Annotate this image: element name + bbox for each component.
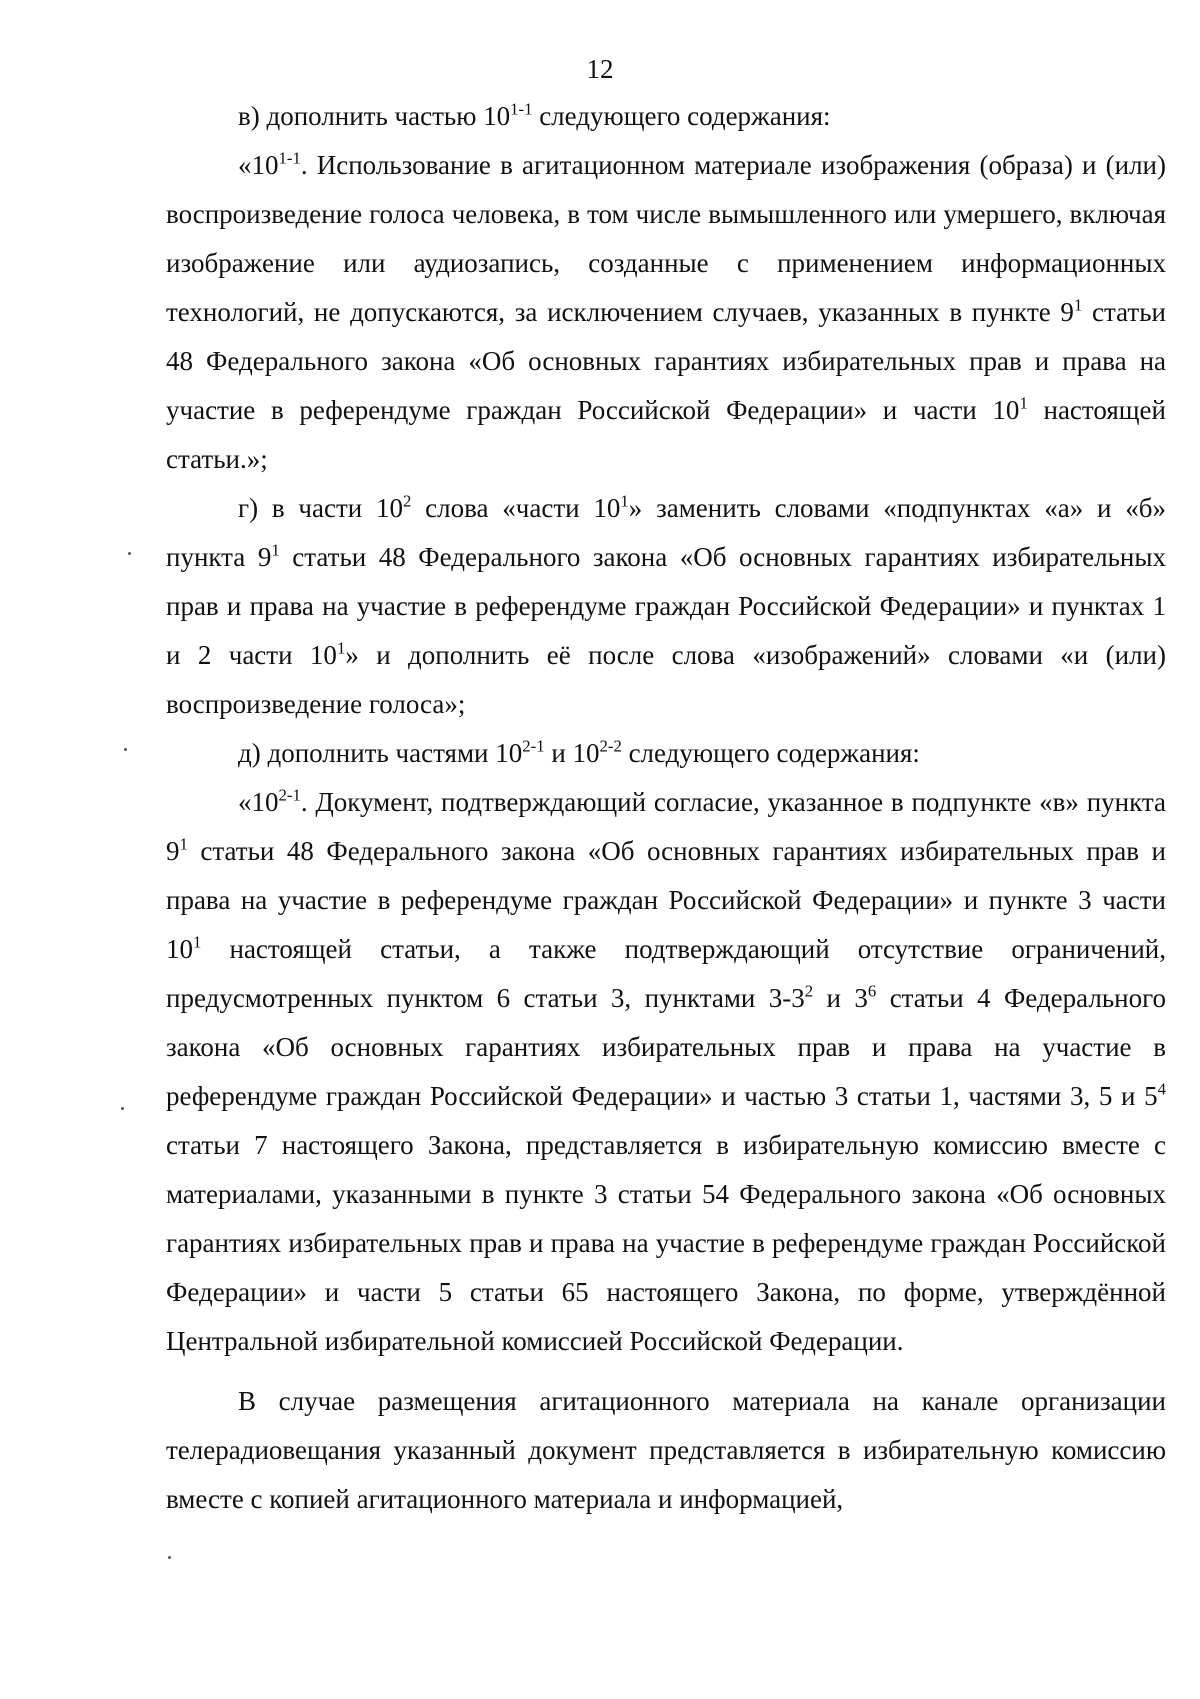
superscript-index: 6 [867,981,877,1001]
text-run: «10 [238,150,279,180]
superscript-index: 1 [1019,393,1028,413]
text-run: . Документ, подтверждающий согласие, указанное в подпункте «в» пункта 9 [166,787,1166,866]
scan-speck [128,552,131,555]
text-run: слова «части 10 [411,493,621,523]
text-run: следующего содержания: [532,101,831,131]
text-run: следующего содержания: [621,738,920,768]
text-run: в) дополнить частью 10 [238,101,511,131]
paragraph-part-10-1-1 [166,141,1166,484]
text-run: «10 [238,787,279,817]
superscript-index: 4 [1157,1079,1166,1099]
superscript-index: 1-1 [510,99,533,119]
text-run: д) дополнить частями 10 [238,738,523,768]
text-run: » и дополнить её после слова «изображений» словами «и (или) воспроизведение голоса»; [166,640,1166,719]
scan-speck [168,1556,171,1559]
superscript-index: 2-1 [278,785,301,805]
paragraph-item-d-intro [166,729,1166,778]
paragraph-part-10-2-1 [166,778,1166,1366]
page-number: 12 [586,54,614,84]
paragraph-item-g [166,484,1166,729]
text-run: и 3 [813,983,868,1013]
text-run: статьи 4 Федерального закона «Об основных гарантиях избирательных прав и права на участие в референдуме граждан Российской Федерации» и частью 3 статьи 1, частями 3, 5 и 5 [166,983,1167,1111]
superscript-index: 1 [1073,295,1083,315]
superscript-index: 1 [336,638,346,658]
text-run: настоящей статьи, а также подтверждающий отсутствие ограничений, предусмотренных пунктом 6 статьи 3, пунктами 3-3 [166,934,1166,1013]
superscript-index: 2 [403,491,412,511]
scan-speck [121,1107,124,1110]
superscript-index: 1 [179,834,188,854]
text-run: г) в части 10 [238,493,403,523]
scan-speck [124,748,127,751]
superscript-index: 2-1 [522,736,545,756]
text-run: статьи 48 Федерального закона «Об основных гарантиях избирательных прав и права на участие в референдуме граждан Российской Федерации» и пунктах 1 и 2 части 10 [166,542,1166,670]
text-run: В случае размещения агитационного материала на канале организации телерадиовещания указанный документ представляется в избирательную комиссию вместе с копией агитационного материала и информацией, [166,1386,1166,1514]
document-body [166,92,1166,1524]
text-run: настоящей статьи.»; [166,395,1166,474]
text-run: статьи 48 Федерального закона «Об основных гарантиях избирательных прав и права на участие в референдуме граждан Российской Федерации» и пункте 3 части 10 [166,836,1166,964]
text-run: статьи 48 Федерального закона «Об основных гарантиях избирательных прав и права на участие в референдуме граждан Российской Федерации» и части 10 [166,297,1166,425]
superscript-index: 1-1 [278,148,301,168]
paragraph-broadcast-case [166,1377,1166,1524]
paragraph-item-v-intro [166,92,1166,141]
superscript-index: 1 [620,491,629,511]
superscript-index: 2 [804,981,814,1001]
text-run: . Использование в агитационном материале изображения (образа) и (или) воспроизведение голоса человека, в том числе вымышленного или умершего, включая изображение или аудиозапись, созданные с применением информационных технологий, не допускаются, за исключением случаев, указанных в пункте 9 [166,150,1166,327]
text-run: » заменить словами «подпунктах «а» и «б» пункта 9 [166,493,1167,572]
superscript-index: 1 [193,932,202,952]
text-run: статьи 7 настоящего Закона, представляется в избирательную комиссию вместе с материалами, указанными в пункте 3 статьи 54 Федерального закона «Об основных гарантиях избирательных прав и права на участие в референдуме граждан Российской Федерации» и части 5 статьи 65 настоящего Закона, по форме, утверждённой Центральной избирательной комиссией Российской Федерации. [166,1130,1166,1356]
text-run: и 10 [544,738,600,768]
superscript-index: 1 [271,540,280,560]
superscript-index: 2-2 [599,736,622,756]
